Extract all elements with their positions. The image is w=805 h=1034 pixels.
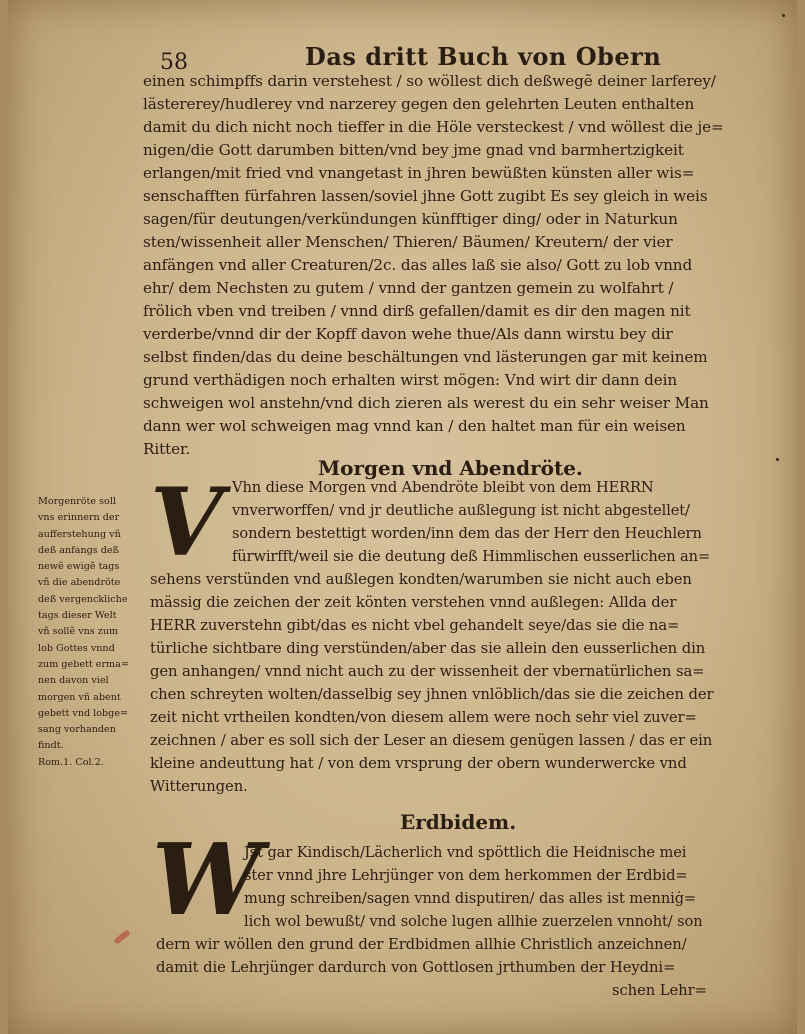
body-line: damit du dich nicht noch tieffer in die Höle versteckest / vnd wöllest die je= bbox=[143, 118, 724, 136]
section1-line: türliche sichtbare ding verstünden/aber das sie allein den eusserlichen din bbox=[150, 640, 706, 657]
section1-line: mässig die zeichen der zeit könten verstehen vnnd außlegen: Allda der bbox=[150, 594, 677, 611]
body-line: verderbe/vnnd dir der Kopff davon wehe thue/Als dann wirstu bey dir bbox=[143, 325, 673, 343]
section2-line: mung schreiben/sagen vnnd disputiren/ das alles ist menniġ= bbox=[244, 890, 697, 907]
body-line: ehr/ dem Nechsten zu gutem / vnnd der gantzen gemein zu wolfahrt / bbox=[143, 279, 674, 297]
section1-line: zeit nicht vrtheilen kondten/von diesem allem were noch sehr viel zuver= bbox=[150, 709, 697, 726]
section1-line: kleine andeuttung hat / von dem vrsprung der obern wunderwercke vnd bbox=[150, 755, 687, 772]
body-line: erlangen/mit fried vnd vnangetast in jhren bewüßten künsten aller wis= bbox=[143, 164, 695, 182]
drop-cap-w: W bbox=[152, 823, 263, 938]
body-line: senschafften fürfahren lassen/soviel jhne Gott zugibt Es sey gleich in weis bbox=[143, 187, 708, 205]
section1-line: chen schreyten wolten/dasselbig sey jhnen vnlöblich/das sie die zeichen der bbox=[150, 686, 714, 703]
margin-note-citation: Rom.1. Col.2. bbox=[38, 756, 104, 768]
margin-note-line: lob Gottes vnnd bbox=[38, 642, 115, 654]
margin-note-line: Morgenröte soll bbox=[38, 496, 116, 507]
margin-note-line: aufferstehung vñ bbox=[38, 528, 121, 540]
section-heading-erdbidem: Erdbidem. bbox=[400, 810, 517, 834]
margin-note-line: newẽ ewigẽ tags bbox=[38, 561, 120, 573]
section-heading-morgen: Morgen vnd Abendröte. bbox=[318, 456, 583, 480]
body-line: sagen/für deutungen/verkündungen künfftiger ding/ oder in Naturkun bbox=[143, 210, 678, 228]
section1-line: HERR zuverstehn gibt/das es nicht vbel gehandelt seye/das sie die na= bbox=[150, 617, 680, 634]
margin-note-line: zum gebett erma= bbox=[38, 658, 129, 670]
section1-line: Witterungen. bbox=[150, 778, 248, 795]
page-blemish bbox=[776, 458, 779, 461]
section2-line: Jst gar Kindisch/Lächerlich vnd spöttlich die Heidnische mei bbox=[244, 844, 687, 861]
section2-line: damit die Lehrjünger dardurch von Gottlosen jrthumben der Heydni= bbox=[156, 959, 676, 976]
body-line: lästererey/hudlerey vnd narzerey gegen den gelehrten Leuten enthalten bbox=[143, 95, 695, 113]
page-number: 58 bbox=[160, 50, 188, 75]
body-line: anfängen vnd aller Creaturen/2c. das alles laß sie also/ Gott zu lob vnnd bbox=[143, 256, 693, 274]
margin-note-line: nen davon viel bbox=[38, 675, 109, 687]
body-line: Ritter. bbox=[143, 440, 191, 458]
body-line: grund verthädigen noch erhalten wirst mögen: Vnd wirt dir dann dein bbox=[143, 371, 678, 389]
section2-line: schen Lehr= bbox=[612, 982, 707, 999]
margin-note-line: vñ sollẽ vns zum bbox=[38, 626, 119, 638]
body-line: sten/wissenheit aller Menschen/ Thieren/ Bäumen/ Kreutern/ der vier bbox=[143, 233, 673, 251]
margin-note-line: vns erinnern der bbox=[38, 512, 120, 524]
margin-note-line: vñ die abendröte bbox=[38, 577, 121, 589]
margin-note-line: tags dieser Welt bbox=[38, 610, 117, 622]
body-line: nigen/die Gott darumben bitten/vnd bey jme gnad vnd barmhertzigkeit bbox=[143, 141, 684, 159]
section2-line: lich wol bewußt/ vnd solche lugen allhie zuerzelen vnnoht/ son bbox=[244, 913, 703, 930]
section1-line: zeichnen / aber es soll sich der Leser an diesem genügen lassen / das er ein bbox=[150, 732, 713, 749]
margin-note-line: morgen vñ abent bbox=[38, 691, 121, 703]
section1-line: sondern bestettigt worden/inn dem das der Herr den Heuchlern bbox=[232, 525, 702, 542]
section1-line: sehens verstünden vnd außlegen kondten/warumben sie nicht auch eben bbox=[150, 571, 692, 588]
body-line: dann wer wol schweigen mag vnnd kan / den haltet man für ein weisen bbox=[143, 417, 686, 435]
body-line: selbst finden/das du deine beschältungen vnd lästerungen gar mit keinem bbox=[143, 348, 708, 366]
margin-note-line: deß vergenckliche bbox=[38, 593, 128, 605]
body-line: schweigen wol anstehn/vnd dich zieren als werest du ein sehr weiser Man bbox=[143, 394, 709, 412]
body-line: frölich vben vnd treiben / vnnd dirß gefallen/damit es dir den magen nit bbox=[143, 302, 691, 320]
section1-line: Vhn diese Morgen vnd Abendröte bleibt von dem HERRN bbox=[232, 479, 654, 496]
margin-note bbox=[38, 494, 150, 771]
margin-note-line: findt. bbox=[38, 740, 64, 752]
margin-note-line: gebett vnd lobge= bbox=[38, 707, 129, 719]
section1-line: fürwirfft/weil sie die deutung deß Himmlischen eusserlichen an= bbox=[232, 548, 711, 565]
running-header: Das dritt Buch von Obern bbox=[305, 42, 662, 71]
margin-note-line: sang vorhanden bbox=[38, 724, 116, 736]
margin-note-line: deß anfangs deß bbox=[38, 544, 119, 556]
section1-line: vnverworffen/ vnd jr deutliche außlegung ist nicht abgestellet/ bbox=[232, 502, 690, 519]
section1-line: gen anhangen/ vnnd nicht auch zu der wissenheit der vbernatürlichen sa= bbox=[150, 663, 705, 680]
body-line: einen schimpffs darin verstehest / so wöllest dich deßwegẽ deiner larferey/ bbox=[143, 72, 716, 90]
drop-cap-v: V bbox=[150, 468, 223, 578]
section2-line: dern wir wöllen den grund der Erdbidmen allhie Christlich anzeichnen/ bbox=[156, 936, 687, 953]
section2-line: ster vnnd jhre Lehrjünger von dem herkommen der Erdbid= bbox=[244, 867, 688, 884]
page-blemish bbox=[782, 14, 785, 17]
